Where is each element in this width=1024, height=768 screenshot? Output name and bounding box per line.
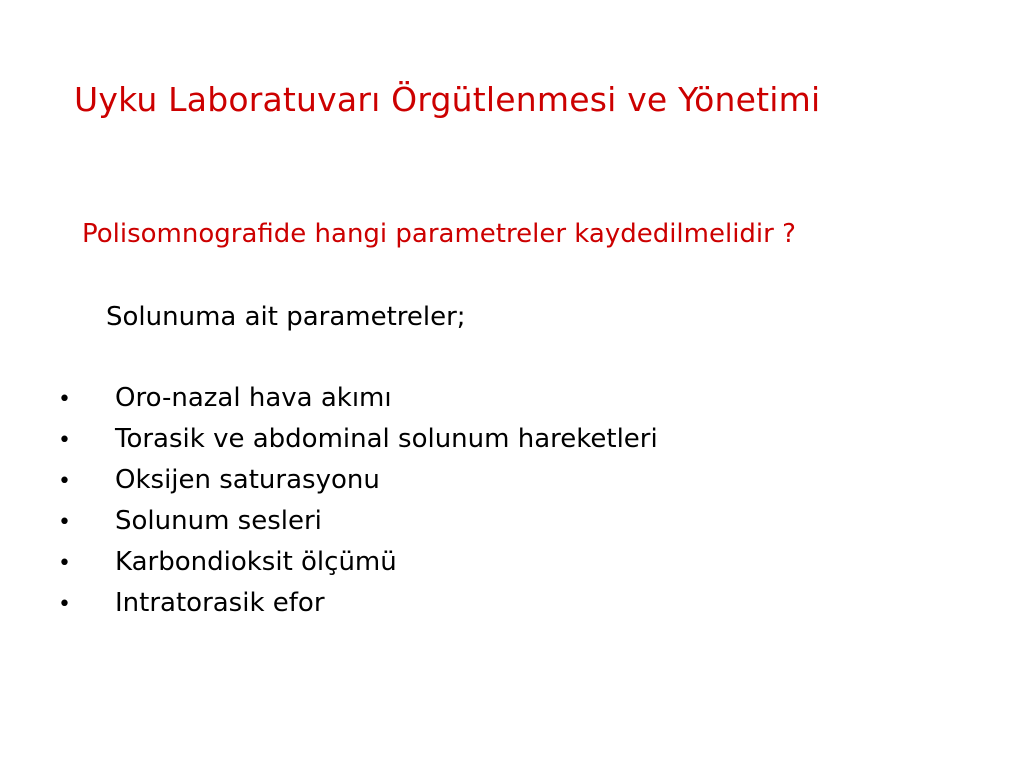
list-item-text: Karbondioksit ölçümü (115, 547, 397, 577)
list-item (58, 583, 658, 624)
list-item-text: Oksijen saturasyonu (115, 465, 380, 495)
list-item (58, 542, 658, 583)
list-item (58, 419, 658, 460)
bullet-icon: • (58, 592, 71, 617)
list-item-text: Oro-nazal hava akımı (115, 383, 392, 413)
list-item (58, 501, 658, 542)
list-item-text: Intratorasik efor (115, 588, 325, 618)
list-item (58, 378, 658, 419)
bullet-list (58, 378, 658, 624)
section-subheading: Solunuma ait parametreler; (106, 302, 466, 332)
list-item-text: Torasik ve abdominal solunum hareketleri (115, 424, 658, 454)
bullet-icon: • (58, 387, 71, 412)
bullet-icon: • (58, 469, 71, 494)
list-item (58, 460, 658, 501)
question-heading: Polisomnografide hangi parametreler kaydedilmelidir ? (82, 219, 796, 249)
bullet-icon: • (58, 551, 71, 576)
bullet-icon: • (58, 510, 71, 535)
bullet-icon: • (58, 428, 71, 453)
slide-title: Uyku Laboratuvarı Örgütlenmesi ve Yönetimi (74, 80, 821, 119)
list-item-text: Solunum sesleri (115, 506, 322, 536)
